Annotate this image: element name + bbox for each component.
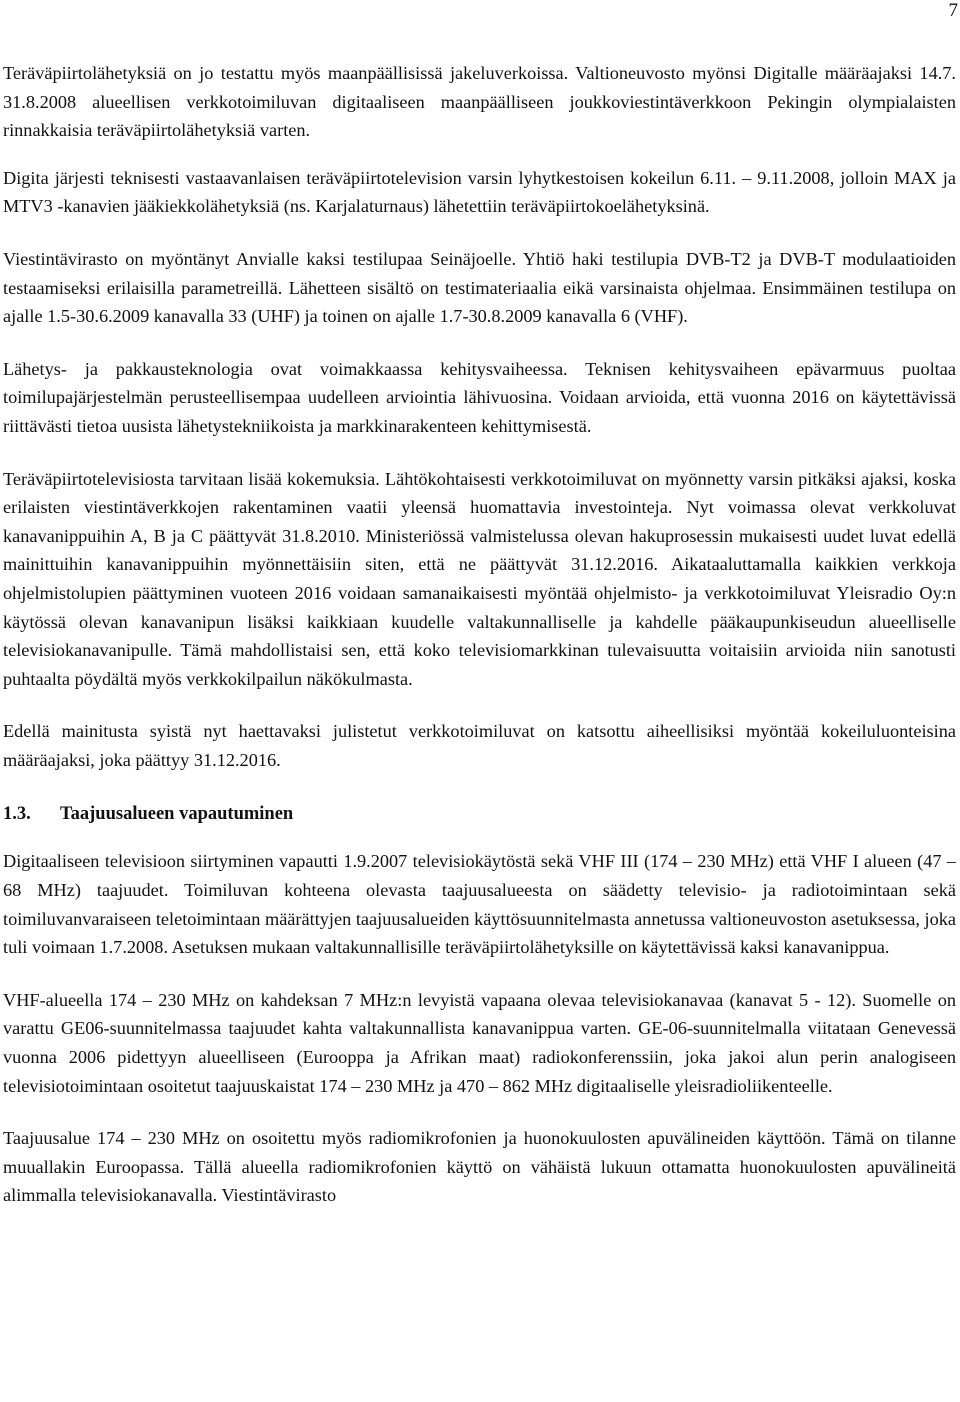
paragraph-radio-microphones: Taajuusalue 174 – 230 MHz on osoitettu myös radiomikrofonien ja huonokuulosten apuvälineiden käyttöön. Tämä on tilanne muuallakin Euroopassa. Tällä alueella radiomikrofonien käyttö on vähäistä lukuun ottamatta huonokuulosten apuvälineitä alimmalla televisiokanavalla. Viestintävirasto	[3, 1128, 956, 1206]
page-number: 7	[948, 0, 958, 21]
section-number: 1.3.	[3, 804, 31, 825]
paragraph-licence-periods: Teräväpiirtotelevisiosta tarvitaan lisää kokemuksia. Lähtökohtaisesti verkkotoimiluvat on myönnetty varsin pitkäksi ajaksi, koska erilaisten viestintäverkkojen rakentaminen vaatii yleensä huomattavia investointeja. Nyt voimassa olevat verkkoluvat kanavanippuihin A, B ja C päättyvät 31.8.2010. Ministeriössä valmistelussa olevan hakuprosessin mukaisesti uudet luvat edellä mainittuihin kanavanippuihin myönnettäisiin siten, että ne päättyvät 31.12.2016. Aikataaluttamalla kaikkien verkkoja ohjelmistolupien päättyminen vuoteen 2016 voidaan samanaikaisesti myöntää ohjelmisto- ja verkkotoimiluvat Yleisradio Oy:n käytössä olevan kanavanipun lisäksi kaikkiaan kuudelle valtakunnalliselle ja kahdelle pääkaupunkiseudun alueelliselle televisiokanavanipulle. Tämä mahdollistaisi sen, että koko televisiomarkkinan tulevaisuutta voitaisiin arvioida niin sanotusti puhtaalta pöydältä myös verkkokilpailun näkökulmasta.	[3, 468, 956, 689]
paragraph-vhf-channels: VHF-alueella 174 – 230 MHz on kahdeksan 7 MHz:n levyistä vapaana olevaa televisiokanavaa (kanavat 5 - 12). Suomelle on varattu GE06-suunnitelmassa taajuudet kahta valtakunnallista kanavanippua varten. GE-06-suunnitelmalla viitataan Genevessä vuonna 2006 pidettyyn alueelliseen (Eurooppa ja Afrikan maat) radiokonferenssiin, joka jakoi alun perin analogiseen televisiotoimintaan osoitetut taajuuskaistat 174 – 230 MHz ja 470 – 862 MHz digitaaliselle yleisradioliikenteelle.	[3, 989, 956, 1096]
document-body	[3, 59, 956, 1234]
section-title: Taajuusalueen vapautuminen	[60, 804, 294, 825]
paragraph-trial-licences: Edellä mainitusta syistä nyt haettavaksi julistetut verkkotoimiluvat on katsottu aiheellisiksi myöntää kokeiluluonteisina määräajaksi, joka päättyy 31.12.2016.	[3, 721, 956, 770]
section-heading	[3, 800, 956, 828]
paragraph-digita-trial: Digita järjesti teknisesti vastaavanlaisen teräväpiirtotelevision varsin lyhytkestoisen kokeilun 6.11. – 9.11.2008, jolloin MAX ja MTV3 -kanavien jääkiekkolähetyksiä (ns. Karjalaturnaus) lähetettiin teräväpiirtokoelähetyksinä.	[3, 167, 956, 217]
paragraph-frequency-release: Digitaaliseen televisioon siirtyminen vapautti 1.9.2007 televisiokäytöstä sekä VHF III (174 – 230 MHz) että VHF I alueen (47 – 68 MHz) taajuudet. Toimiluvan kohteena olevasta taajuusalueesta on säädetty televisio- ja radiotoimintaan sekä toimiluvanvaraiseen teletoimintaan määrättyjen taajuusalueiden käyttösuunnitelmasta annetussa valtioneuvoston asetuksessa, joka tuli voimaan 1.7.2008. Asetuksen mukaan valtakunnallisille teräväpiirtolähetyksille on käytettävissä kaksi kanavanippua.	[3, 851, 956, 958]
paragraph-technology-development: Lähetys- ja pakkausteknologia ovat voimakkaassa kehitysvaiheessa. Teknisen kehitysvaiheen epävarmuus puoltaa toimilupajärjestelmän perusteellisempaa uudelleen arviointia lähivuosina. Voidaan arvioida, että vuonna 2016 on käytettävissä riittävästi tietoa uusista lähetystekniikoista ja markkinarakenteen kehittymisestä.	[3, 358, 956, 436]
paragraph-hd-broadcast-tests: Teräväpiirtolähetyksiä on jo testattu myös maanpäällisissä jakeluverkoissa. Valtioneuvosto myönsi Digitalle määräajaksi 14.7. 31.8.2008 alueellisen verkkotoimiluvan digitaaliseen maanpäälliseen joukkoviestintäverkkoon Pekingin olympialaisten rinnakkaisia teräväpiirtolähetyksiä varten.	[3, 63, 956, 141]
paragraph-anvia-test-licences: Viestintävirasto on myöntänyt Anvialle kaksi testilupaa Seinäjoelle. Yhtiö haki testilupia DVB-T2 ja DVB-T modulaatioiden testaamiseksi erilaisilla parametreillä. Lähetteen sisältö on testimateriaalia eikä varsinaista ohjelmaa. Ensimmäinen testilupa on ajalle 1.5-30.6.2009 kanavalla 33 (UHF) ja toinen on ajalle 1.7-30.8.2009 kanavalla 6 (VHF).	[3, 248, 956, 327]
